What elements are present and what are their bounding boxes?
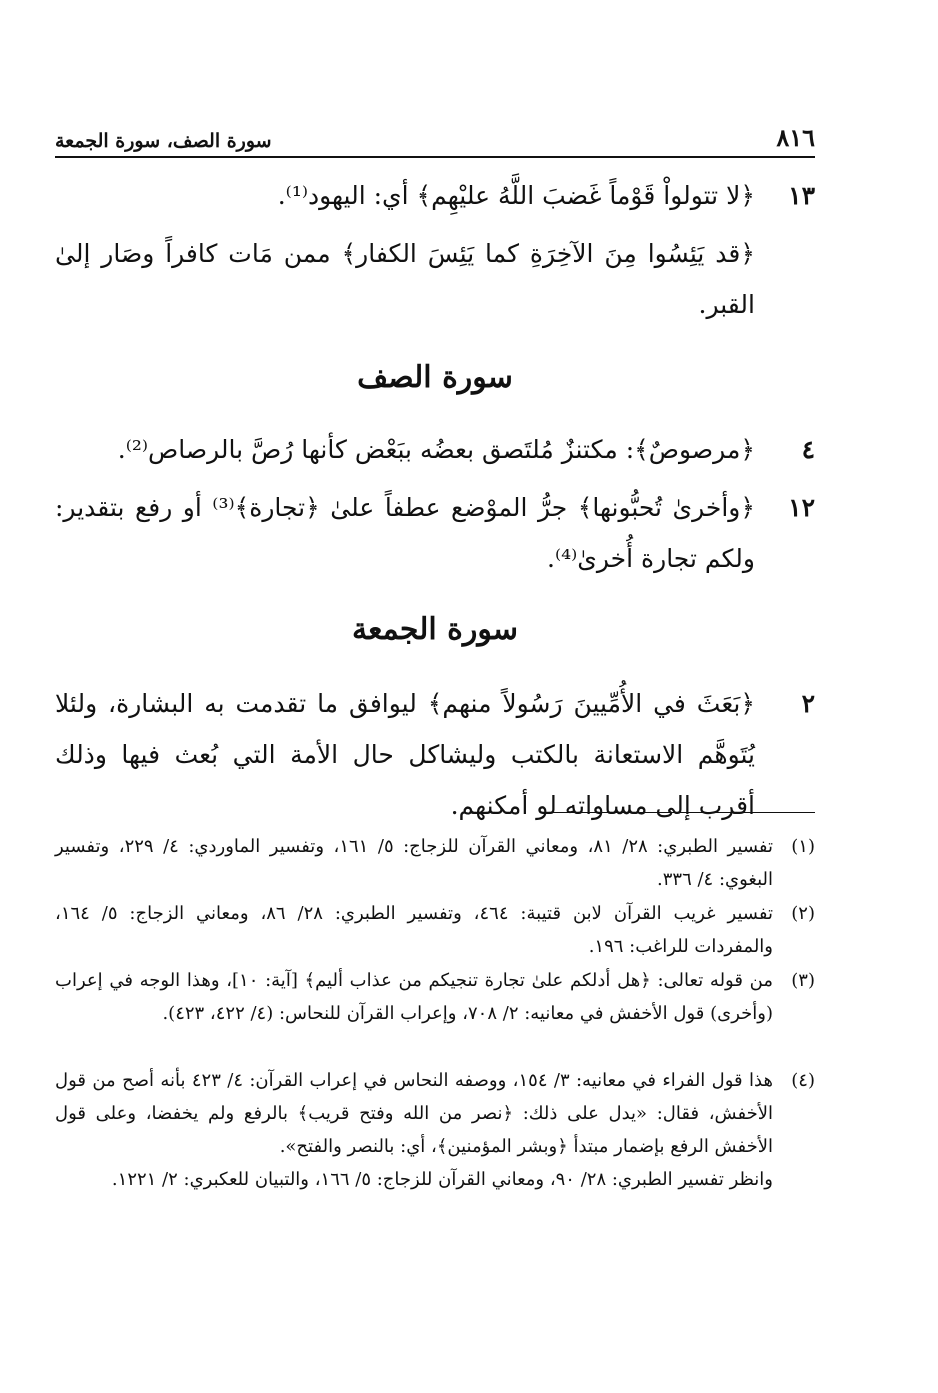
verse-number: ٤ — [801, 435, 815, 464]
surah-title-jumua: سورة الجمعة — [351, 612, 519, 647]
commentary-text: ﴿قد يَئِسُوا مِنَ الآخِرَةِ كما يَئِسَ الكفار﴾ ممن مَات كافراً وصَار إلىٰ القبر. — [55, 239, 755, 319]
footnote-number: (١) — [791, 836, 815, 857]
footnote-text: من قوله تعالى: ﴿هل أدلكم علىٰ تجارة تنجيكم من عذاب أليم﴾ [آية: ١٠]، وهذا الوجه في إعراب (وأخرى) قول الأخفش في معانيه: ٢/ ٧٠٨، وإعراب القرآن للنحاس: (٤/ ٤٢٢، ٤٢٣). — [55, 970, 773, 1024]
footnote — [55, 830, 815, 896]
verse-number: ١٣ — [788, 181, 815, 210]
commentary-entry — [55, 228, 815, 330]
commentary-text: ﴿مرصوصٌ﴾: مكتنزٌ مُلتَصق بعضُه ببَعْض كأنها رُصَّ بالرصاص⁽²⁾. — [117, 435, 755, 464]
commentary-text: ﴿بَعَثَ في الأُمِّيينَ رَسُولاً منهم﴾ ليوافق ما تقدمت به البشارة، ولئلا يُتَوهَّم الاستعانة بالكتب وليشاكل حال الأمة التي بُعث فيها وذلك أقرب إلى مساواته لو أمكنهم. — [55, 689, 755, 820]
page-header — [55, 124, 815, 158]
footnote — [55, 1064, 815, 1196]
footnote-separator — [540, 812, 815, 813]
surah-title-saff: سورة الصف — [357, 360, 513, 395]
footnote-text: تفسير الطبري: ٢٨/ ٨١، ومعاني القرآن للزجاج: ٥/ ١٦١، وتفسير الماوردي: ٤/ ٢٢٩، وتفسير البغوي: ٤/ ٣٣٦. — [55, 836, 773, 890]
verse-number: ٢ — [801, 689, 815, 718]
running-title: سورة الصف، سورة الجمعة — [55, 130, 272, 152]
footnote-number: (٤) — [791, 1070, 815, 1091]
footnote-text: تفسير غريب القرآن لابن قتيبة: ٤٦٤، وتفسير الطبري: ٢٨/ ٨٦، ومعاني الزجاج: ٥/ ١٦٤، والمفردات للراغب: ١٩٦. — [55, 903, 773, 957]
commentary-entry — [55, 424, 815, 475]
commentary-text: ﴿وأخرىٰ تُحبُّونها﴾ جرُّ الموْضع عطفاً علىٰ ﴿تجارة﴾⁽³⁾ أو رفع بتقدير: ولكم تجارة أُخرىٰ⁽⁴⁾. — [55, 493, 755, 573]
footnote-text-extra: وانظر تفسير الطبري: ٢٨/ ٩٠، ومعاني القرآن للزجاج: ٥/ ١٦٦، والتبيان للعكبري: ٢/ ١٢٢١. — [111, 1169, 773, 1190]
commentary-entry — [55, 170, 815, 221]
footnote-number: (٣) — [791, 970, 815, 991]
footnote-number: (٢) — [791, 903, 815, 924]
verse-number: ١٢ — [788, 493, 815, 522]
footnote — [55, 964, 815, 1030]
footnote-text: هذا قول الفراء في معانيه: ٣/ ١٥٤، ووصفه النحاس في إعراب القرآن: ٤/ ٤٢٣ بأنه أصح من قول الأخفش، فقال: «يدل على ذلك: ﴿نصر من الله وفتح قريب﴾ بالرفع ولم يخفضا، وعلى قول الأخفش الرفع بإضمار مبتدأ ﴿وبشر المؤمنين﴾، أي: بالنصر والفتح». — [55, 1070, 773, 1157]
footnote — [55, 897, 815, 963]
commentary-entry — [55, 482, 815, 584]
commentary-text: ﴿لا تتولواْ قَوْماً غَضبَ اللَّهُ عليْهِم﴾ أي: اليهود⁽¹⁾. — [277, 181, 755, 210]
commentary-entry — [55, 678, 815, 831]
page-number: ٨١٦ — [776, 123, 815, 152]
